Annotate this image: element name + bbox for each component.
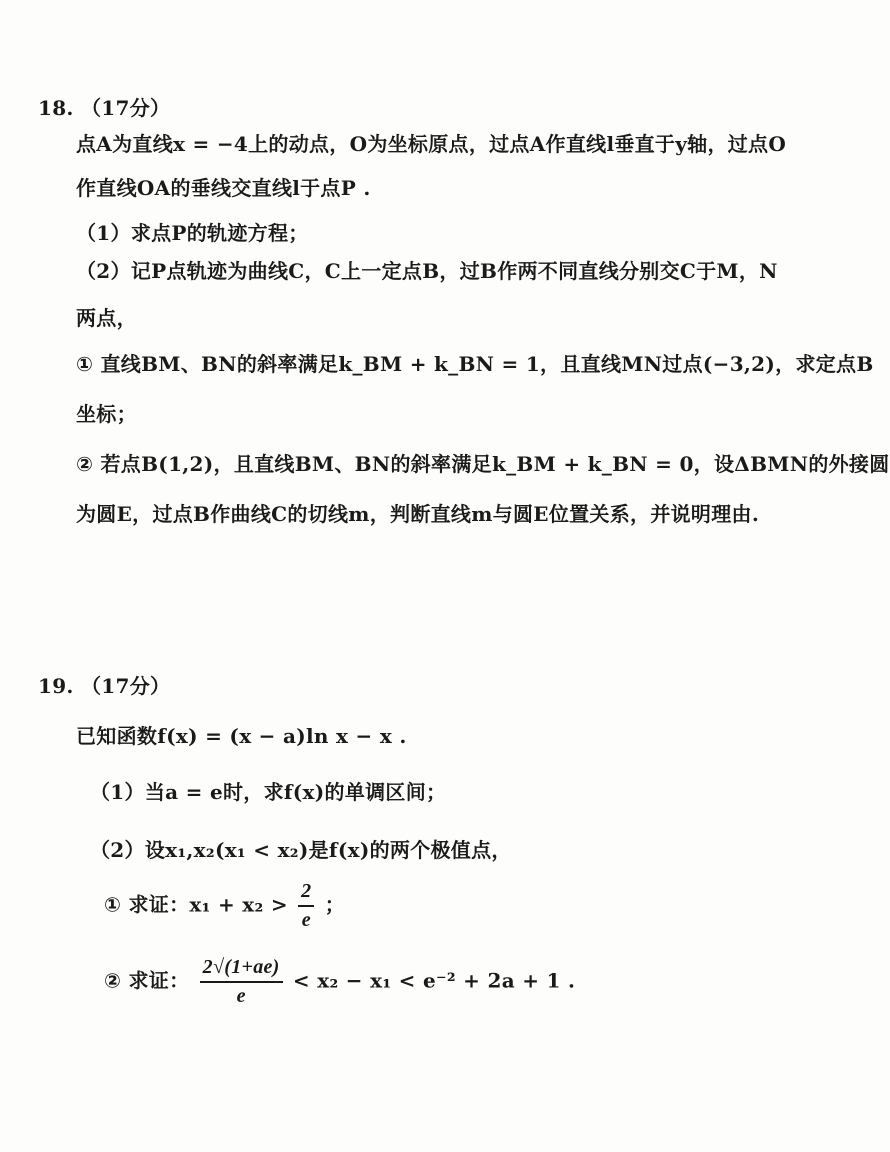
q19-sub1-prefix: 求证：x₁ + x₂ >	[128, 892, 288, 917]
q18-sub2	[76, 448, 890, 477]
q18-sub1	[76, 348, 874, 377]
q19-sub1-marker: ①	[104, 892, 122, 917]
q19-given: 已知函数f(x) = (x − a)ln x − x .	[76, 724, 407, 748]
q19-sub1-frac-den: e	[301, 909, 311, 931]
q18-sub1-marker: ①	[76, 352, 94, 376]
q18-sub2-line2: 为圆E，过点B作曲线C的切线m，判断直线m与圆E位置关系，并说明理由.	[76, 502, 760, 526]
q18-sub2-line1: 若点B(1,2)，且直线BM、BN的斜率满足k_BM + k_BN = 0，设ΔBMN的外接圆	[100, 452, 890, 476]
q19-sub1-suffix: ；	[324, 892, 346, 917]
q19-sub2	[104, 956, 575, 1008]
q19-sub2-frac-num: 2√(1+ae)	[200, 956, 283, 983]
q18-line2: 作直线OA的垂线交直线l于点P .	[76, 176, 371, 200]
q19-sub2-frac-den: e	[236, 985, 246, 1007]
q19-sub2-prefix: 求证：	[128, 968, 190, 993]
q19-part2: （2）设x₁,x₂(x₁ < x₂)是f(x)的两个极值点，	[90, 838, 512, 862]
q18-part2-line2: 两点，	[76, 306, 137, 330]
q19-header: 19. （17分）	[38, 674, 171, 698]
q19-part1: （1）当a = e时，求f(x)的单调区间；	[90, 780, 447, 804]
q18-sub2-marker: ②	[76, 452, 94, 476]
q18-part2-line1: （2）记P点轨迹为曲线C，C上一定点B，过B作两不同直线分别交C于M，N	[76, 259, 778, 283]
q19-sub2-fraction	[200, 956, 283, 1008]
q18-sub1-line2: 坐标；	[76, 402, 137, 426]
q18-line1: 点A为直线x = −4上的动点，O为坐标原点，过点A作直线l垂直于y轴，过点O	[76, 132, 787, 156]
q18-header: 18. （17分）	[38, 96, 171, 120]
q19-sub2-suffix: < x₂ − x₁ < e⁻² + 2a + 1 .	[292, 968, 576, 993]
q18-sub1-line1: 直线BM、BN的斜率满足k_BM + k_BN = 1，且直线MN过点(−3,2)，求定点B	[100, 352, 874, 376]
q18-part1: （1）求点P的轨迹方程；	[76, 221, 309, 245]
q19-sub2-marker: ②	[104, 968, 122, 993]
q19-sub1-frac-num: 2	[298, 880, 314, 907]
q19-sub1-fraction	[298, 880, 314, 932]
q19-sub1	[104, 880, 345, 932]
